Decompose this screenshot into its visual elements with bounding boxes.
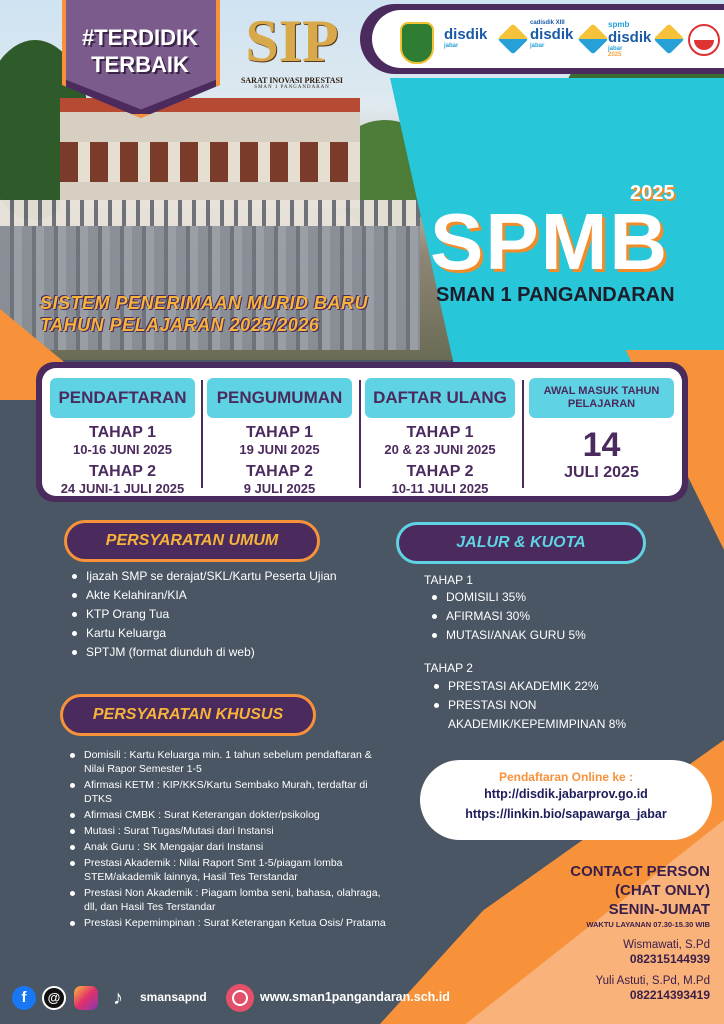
list-item: SPTJM (format diunduh di web)	[72, 644, 352, 660]
contact-line2: (CHAT ONLY)	[615, 882, 710, 899]
list-item: KTP Orang Tua	[72, 606, 352, 622]
disdik-logo-3-caption: spmb	[608, 20, 630, 29]
disdik-logo-1-name: disdik	[444, 26, 488, 43]
awal-masuk-head2: PELAJARAN	[567, 398, 636, 410]
social-handle[interactable]: smansapnd	[140, 990, 207, 1004]
list-item: MUTASI/ANAK GURU 5%	[432, 626, 652, 645]
disdik-logo-2-sub: jabar	[530, 43, 545, 49]
pengumuman-t2: TAHAP 2	[246, 463, 313, 480]
round-emblem-icon	[688, 24, 720, 56]
online-registration-box	[420, 760, 712, 840]
sip-name: SARAT INOVASI PRESTASI	[240, 76, 344, 85]
col-daftar-ulang-head: DAFTAR ULANG	[365, 378, 515, 418]
contact-person	[570, 862, 710, 1002]
schedule-divider	[522, 380, 524, 488]
logo-bar-inner	[372, 10, 724, 68]
list-item: Akte Kelahiran/KIA	[72, 587, 352, 603]
subtitle	[40, 292, 368, 336]
col-awal-masuk-head	[529, 378, 674, 418]
tiktok-icon[interactable]: ♪	[113, 987, 123, 1009]
list-item: Domisili : Kartu Keluarga min. 1 tahun sebelum pendaftaran & Nilai Rapor Semester 1-5	[70, 748, 390, 776]
footer	[12, 984, 482, 1012]
pengumuman-d1: 19 JUNI 2025	[239, 442, 320, 457]
hero-title: SPMB	[430, 197, 670, 286]
pendaftaran-d2: 24 JUNI-1 JULI 2025	[60, 481, 185, 496]
schedule-divider	[359, 380, 361, 488]
disdik-logo-3-year: 2025	[608, 52, 622, 58]
contact-person1-name: Wismawati, S.Pd	[623, 939, 710, 951]
globe-icon	[226, 984, 254, 1012]
subtitle-line1: SISTEM PENERIMAAN MURID BARU	[40, 293, 369, 313]
online-title: Pendaftaran Online ke :	[498, 770, 634, 784]
pendaftaran-d1: 10-16 JUNI 2025	[72, 442, 172, 457]
persyaratan-khusus-header: PERSYARATAN KHUSUS	[60, 694, 316, 736]
list-item: Prestasi Akademik : Nilai Raport Smt 1-5/piagam lomba STEM/akademik lainnya, Hasil Tes Terstandar	[70, 856, 390, 884]
threads-icon[interactable]: @	[42, 986, 66, 1010]
sip-school: SMAN 1 PANGANDARAN	[254, 85, 330, 90]
disdik-logo-1	[444, 26, 487, 49]
contact-person1-phone[interactable]: 082315144939	[629, 952, 710, 966]
list-item: Mutasi : Surat Tugas/Mutasi dari Instansi	[70, 824, 390, 838]
persyaratan-umum-list	[72, 568, 352, 663]
disdik-logo-3	[608, 20, 651, 58]
pengumuman-t1: TAHAP 1	[246, 424, 313, 441]
disdik-logo-3-name: disdik	[608, 29, 652, 46]
list-item: Kartu Keluarga	[72, 625, 352, 641]
disdik-mark-icon	[577, 23, 608, 54]
disdik-mark-icon	[653, 23, 684, 54]
logo-bar	[360, 4, 724, 74]
list-item: PRESTASI NON AKADEMIK/KEPEMIMPINAN 8%	[434, 696, 664, 734]
contact-line3: SENIN-JUMAT	[608, 901, 710, 918]
pendaftaran-t2: TAHAP 2	[89, 463, 156, 480]
schedule-inner	[42, 368, 682, 496]
pengumuman-d2: 9 JULI 2025	[243, 481, 316, 496]
persyaratan-khusus-list	[70, 748, 390, 932]
jalur-kuota-header: JALUR & KUOTA	[396, 522, 646, 564]
awal-masuk-day: 14	[582, 426, 621, 464]
pendaftaran-t1: TAHAP 1	[89, 424, 156, 441]
disdik-logo-1-sub: jabar	[444, 43, 459, 49]
daftar-ulang-d1: 20 & 23 JUNI 2025	[384, 442, 496, 457]
list-item: Prestasi Non Akademik : Piagam lomba seni, bahasa, olahraga, dll, dan Hasil Tes Terstandar	[70, 886, 390, 914]
disdik-logo-2-name: disdik	[530, 26, 574, 43]
list-item: Prestasi Kepemimpinan : Surat Keterangan Ketua Osis/ Pratama	[70, 916, 390, 930]
online-link-sapawarga[interactable]: https://linkin.bio/sapawarga_jabar	[465, 807, 667, 821]
disdik-logo-3-sub: jabar	[608, 46, 623, 52]
badge-line2: TERBAIK	[91, 52, 189, 77]
sip-letters: SIP	[245, 8, 339, 74]
list-item: DOMISILI 35%	[432, 588, 652, 607]
list-item: Afirmasi KETM : KIP/KKS/Kartu Sembako Murah, terdaftar di DTKS	[70, 778, 390, 806]
contact-person2-phone[interactable]: 082214393419	[629, 988, 710, 1002]
col-pendaftaran	[50, 378, 195, 496]
daftar-ulang-t2: TAHAP 2	[406, 463, 474, 480]
badge-text	[70, 24, 210, 78]
schedule-panel	[36, 362, 688, 502]
col-pengumuman-head: PENGUMUMAN	[207, 378, 352, 418]
contact-hours: WAKTU LAYANAN 07.30-15.30 WIB	[586, 920, 710, 929]
disdik-logo-2-caption: cadisdik XIII	[530, 20, 565, 26]
list-item: AFIRMASI 30%	[432, 607, 652, 626]
awal-masuk-month: JULI 2025	[564, 464, 639, 481]
list-item: PRESTASI AKADEMIK 22%	[434, 677, 664, 696]
online-link-disdik[interactable]: http://disdik.jabarprov.go.id	[484, 787, 648, 801]
col-pendaftaran-head: PENDAFTARAN	[50, 378, 195, 418]
disdik-mark-icon	[497, 23, 528, 54]
tahap1-label: TAHAP 1	[424, 573, 473, 587]
list-item: Afirmasi CMBK : Surat Keterangan dokter/psikolog	[70, 808, 390, 822]
contact-person2-name: Yuli Astuti, S.Pd, M.Pd	[595, 975, 710, 987]
tahap2-quota	[434, 677, 664, 734]
persyaratan-umum-header: PERSYARATAN UMUM	[64, 520, 320, 562]
contact-line1: CONTACT PERSON	[570, 863, 710, 880]
sip-logo	[236, 6, 348, 102]
school-building	[60, 98, 360, 208]
awal-masuk-head1: AWAL MASUK TAHUN	[543, 385, 660, 397]
col-pengumuman	[207, 378, 352, 496]
website-link[interactable]: www.sman1pangandaran.sch.id	[260, 990, 450, 1004]
hero-school: SMAN 1 PANGANDARAN	[436, 284, 675, 306]
list-item: Anak Guru : SK Mengajar dari Instansi	[70, 840, 390, 854]
col-daftar-ulang	[365, 378, 515, 496]
instagram-icon[interactable]	[74, 986, 98, 1010]
col-awal-masuk	[529, 378, 674, 490]
facebook-icon[interactable]: f	[12, 986, 36, 1010]
subtitle-line2: TAHUN PELAJARAN 2025/2026	[40, 315, 320, 335]
daftar-ulang-t1: TAHAP 1	[406, 424, 474, 441]
disdik-logo-2	[530, 20, 573, 49]
tahap1-quota	[432, 588, 652, 645]
hero-year: 2025	[630, 182, 675, 204]
schedule-divider	[201, 380, 203, 488]
tahap2-label: TAHAP 2	[424, 661, 473, 675]
badge-line1: #TERDIDIK	[81, 25, 199, 50]
jabar-crest-icon	[400, 22, 434, 64]
list-item: Ijazah SMP se derajat/SKL/Kartu Peserta Ujian	[72, 568, 352, 584]
daftar-ulang-d2: 10-11 JULI 2025	[391, 481, 489, 496]
